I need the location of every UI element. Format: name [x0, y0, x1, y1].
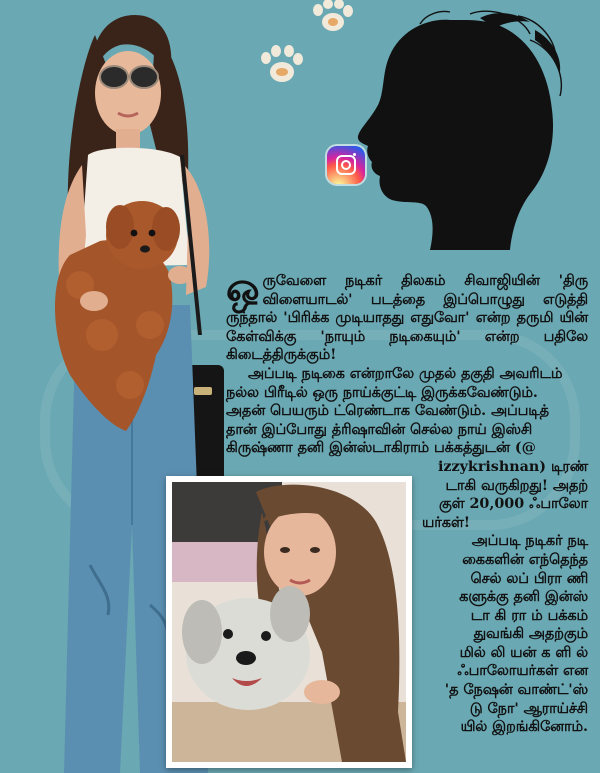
- text-line: அப்படி நடிகை என்றாலே முதல் தகுதி அவரிடம்: [248, 365, 563, 382]
- article-paragraph-1: ஒருவேளை நடிகர் திலகம் சிவாஜியின் 'திரு விளையாடல்' படத்தை இப்பொழுது எடுத்தி ருந்தால் 'பிரிக்க முடியாதது எதுவோ' என்ற தருமி யின் கேள்விக்கு 'நாயும் நடிகையும்' என்ற பதிலே கிடைத்திருக்கும்!: [226, 264, 588, 364]
- paw-print-icon: [258, 44, 306, 86]
- text-line: ஃபாலோயர்கள் என: [457, 663, 588, 680]
- text-line: களுக்கு தனி இன்ஸ்: [459, 589, 588, 606]
- text-line: குள் 20,000 ஃபாலோ: [438, 496, 588, 513]
- text-line: izzykrishnan) டிரண்: [437, 458, 588, 475]
- text-line: டாகி வருகிறது! அதற்: [445, 477, 588, 494]
- text-line: மில் லி யன் க ளி ல்: [459, 644, 588, 661]
- text-line: யில் இறங்கினோம்.: [460, 719, 588, 736]
- text-line: டா கி ரா ம் பக்கம்: [470, 607, 588, 624]
- drop-cap: ஒ: [226, 264, 260, 311]
- article-paragraph-3: [226, 532, 588, 737]
- article-paragraph-2: [226, 365, 588, 532]
- text-line: தான் இப்போது த்ரிஷாவின் செல்ல நாய் இஸ்சி: [226, 421, 533, 438]
- instagram-icon: [327, 146, 365, 184]
- woman-silhouette-icon: [330, 10, 570, 260]
- text-line: துவங்கி அதற்கும்: [473, 626, 588, 643]
- text-line: செல் லப் பிரா ணி: [470, 570, 588, 587]
- text-line: அப்படி நடிகர் நடி: [471, 533, 588, 550]
- text-line: நல்ல பிரீடில் ஒரு நாய்க்குட்டி இருக்கவேண்டும்.: [226, 384, 538, 401]
- text-line: அதன் பெயரும் ட்ரெண்டாக வேண்டும். அப்படித்: [226, 403, 549, 420]
- text-line: டு நோ' ஆராய்ச்சி: [469, 700, 588, 717]
- article-body: [226, 264, 588, 737]
- text-line: கிருஷ்ணா தனி இன்ஸ்டாகிராம் பக்கத்துடன் (@: [226, 440, 536, 457]
- text-line: யர்கள்!: [422, 514, 471, 531]
- text-line: கைகளின் எந்தெந்த: [462, 551, 588, 568]
- text-line: 'த நேஷன் வாண்ட்'ஸ்: [444, 682, 588, 699]
